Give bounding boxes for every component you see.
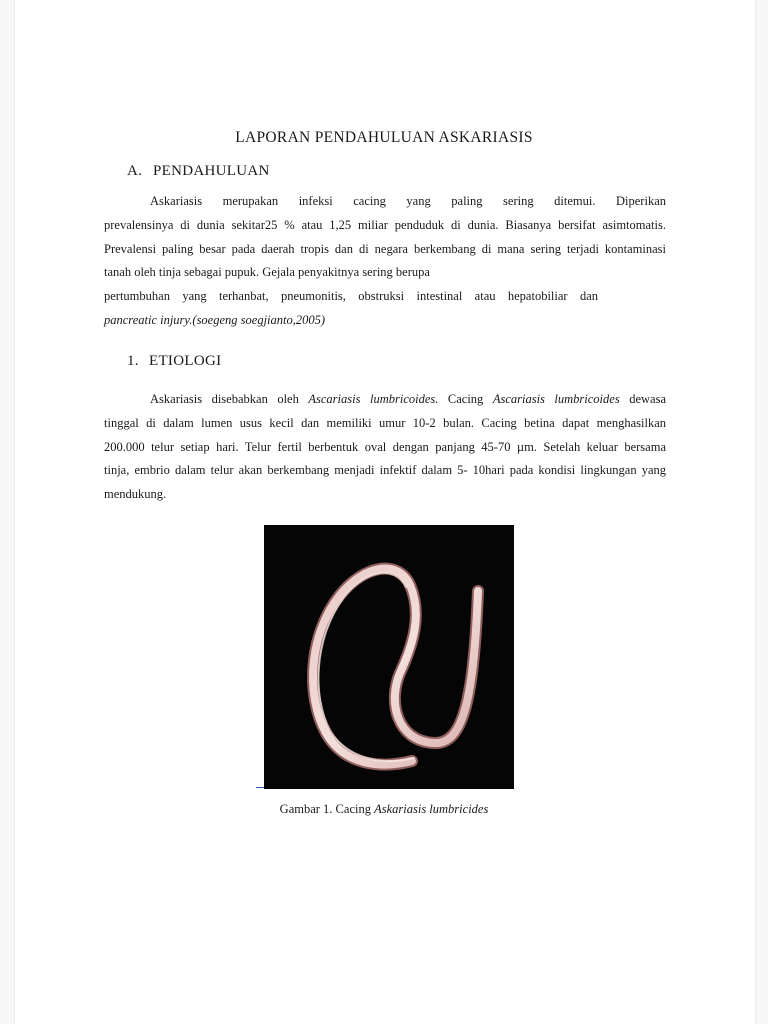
text-run: dewasa — [619, 392, 666, 406]
text-run: Cacing — [438, 392, 493, 406]
paragraph-line: tinggal di dalam lumen usus kecil dan memiliki umur 10-2 bulan. Cacing betina dapat menghasilkan — [104, 415, 666, 430]
figure-caption — [0, 802, 768, 817]
roundworm-image — [264, 525, 514, 789]
paragraph-line: mendukung. — [104, 487, 167, 502]
document-page — [14, 0, 756, 1024]
section-a-number: A. — [127, 163, 143, 179]
section-a-paragraph — [104, 190, 666, 333]
section-1-paragraph — [104, 388, 666, 507]
section-a-title: PENDAHULUAN — [153, 163, 270, 179]
section-1-title: ETIOLOGI — [149, 353, 222, 369]
section-a-heading — [127, 163, 270, 180]
paragraph-line: pertumbuhan yang terhanbat, pneumonitis, obstruksi intestinal atau hepatobiliar dan — [104, 289, 598, 304]
paragraph-line — [104, 388, 666, 412]
caption-text: Gambar 1. Cacing — [279, 802, 375, 816]
paragraph-line: tanah oleh tinja sebagai pupuk. Gejala penyakitnya sering berupa — [104, 265, 430, 280]
paragraph-line: prevalensinya di dunia sekitar25 % atau 1,25 miliar penduduk di dunia. Biasanya bersifat asimtomatis. — [104, 217, 666, 232]
text-run: Askariasis disebabkan oleh — [150, 392, 309, 406]
paragraph-line: tinja, embrio dalam telur akan berkembang menjadi infektif dalam 5- 10hari pada kondisi lingkungan yang — [104, 463, 666, 478]
section-1-number: 1. — [127, 353, 139, 369]
figure-anchor-mark — [256, 787, 264, 788]
worm-figure — [264, 525, 514, 789]
section-1-heading — [127, 353, 221, 370]
citation-line: pancreatic injury.(soegeng soegjianto,2005) — [104, 312, 326, 327]
document-title: LAPORAN PENDAHULUAN ASKARIASIS — [235, 129, 533, 146]
paragraph-line: Askariasis merupakan infeksi cacing yang paling sering ditemui. Diperikan — [150, 194, 666, 208]
caption-species: Askariasis lumbricides — [374, 802, 489, 816]
paragraph-line: Prevalensi paling besar pada daerah tropis dan di negara berkembang di mana sering terjadi kontaminasi — [104, 241, 666, 256]
species-name: Ascariasis lumbricoides. — [308, 392, 439, 406]
species-name: Ascariasis lumbricoides — [492, 392, 620, 406]
paragraph-line: 200.000 telur setiap hari. Telur fertil berbentuk oval dengan panjang 45-70 µm. Setelah keluar bersama — [104, 439, 666, 454]
